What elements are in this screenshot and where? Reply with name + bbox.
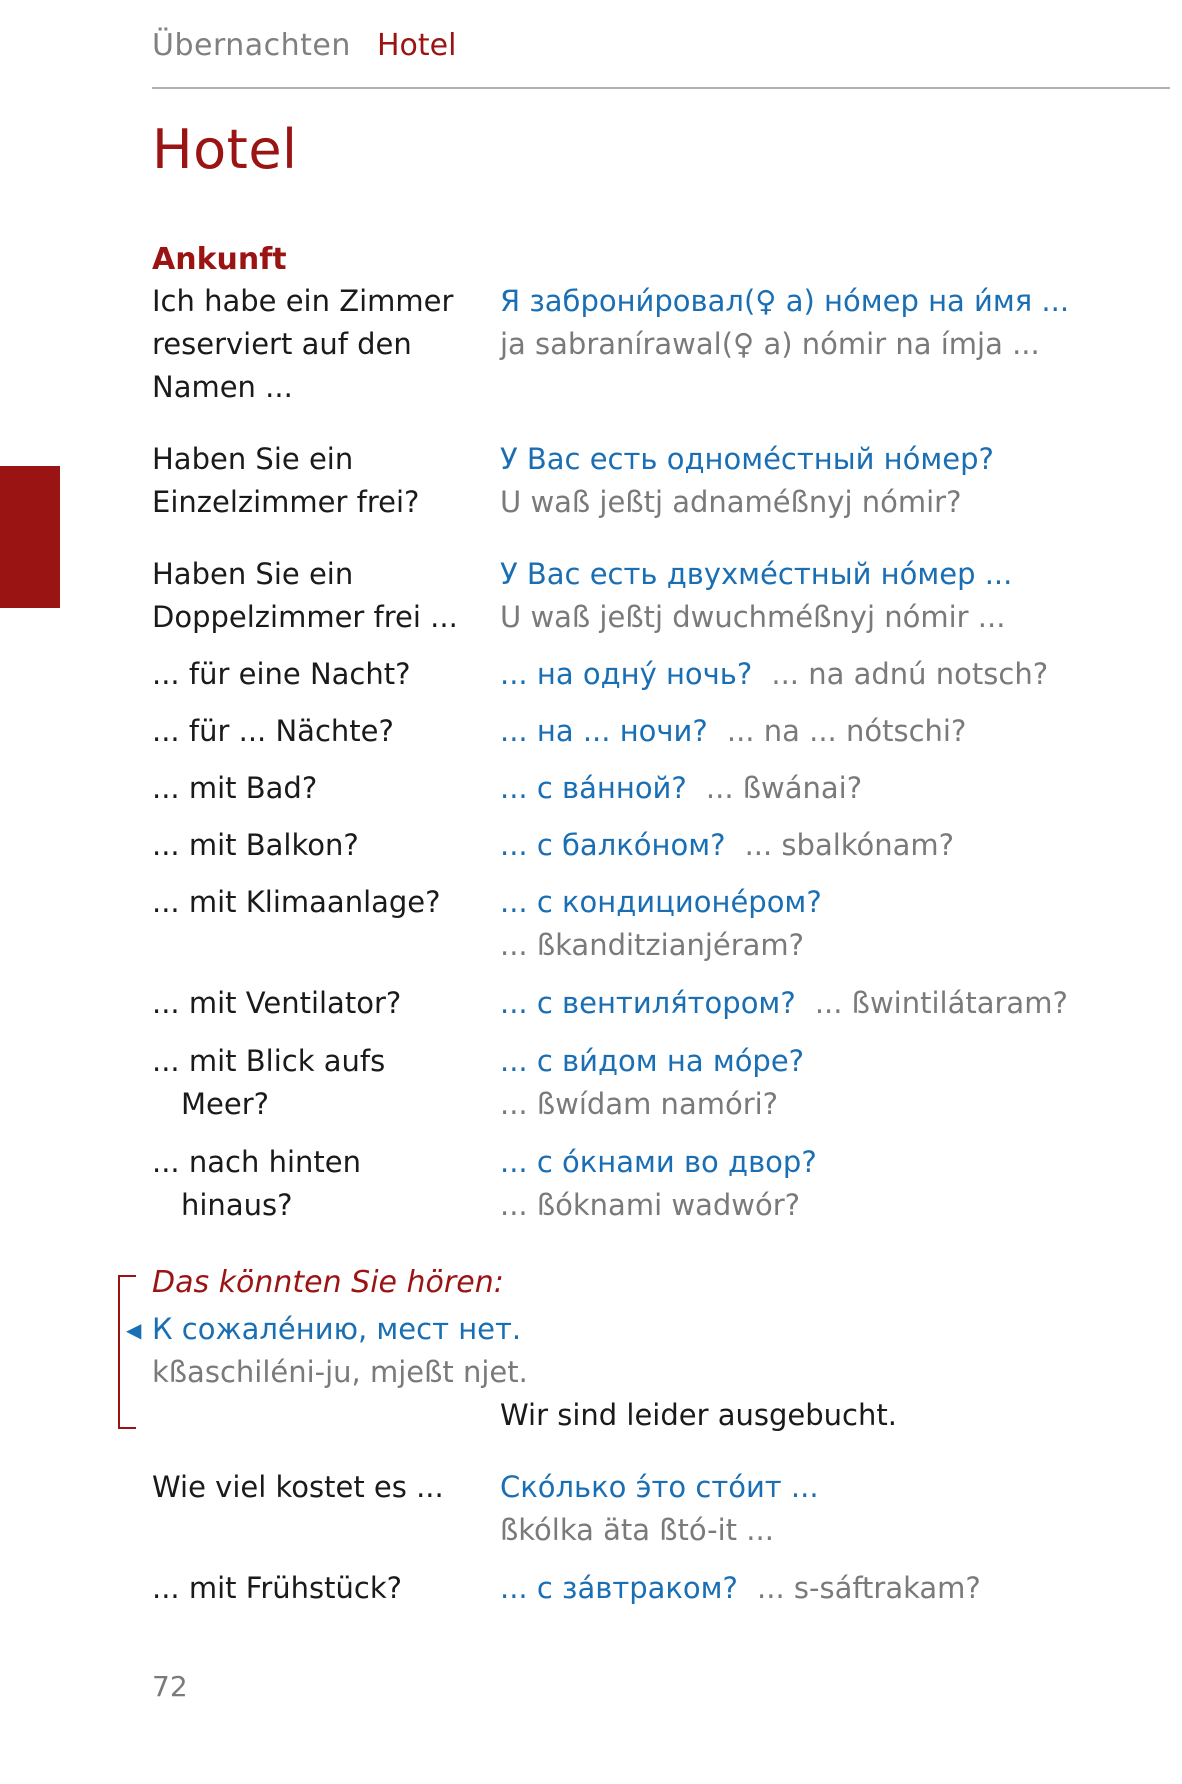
phrase-german-line: Einzelzimmer frei? [152, 485, 420, 519]
phrase-inline-pair [500, 982, 1068, 1025]
phrase-german-line: ... mit Bad? [152, 771, 318, 805]
listen-box-russian: К сожале́нию, мест нет. [152, 1312, 522, 1346]
phrase-transliteration: ßkólka äta ßtó-it ... [500, 1513, 774, 1547]
phrase-russian: ... с кондиционе́ром? [500, 885, 822, 919]
phrase-german-line: ... mit Klimaanlage? [152, 885, 441, 919]
phrase-german-line: ... mit Ventilator? [152, 986, 402, 1020]
listen-box-german: Wir sind leider ausgebucht. [500, 1398, 897, 1432]
phrase-german-line: Wie viel kostet es ... [152, 1470, 444, 1504]
phrase-german-line: ... für ... Nächte? [152, 714, 394, 748]
phrase-russian: ... с ва́нной? [500, 771, 687, 805]
phrase-transliteration: ... ßwintilátaram? [814, 986, 1068, 1020]
running-header-topic: Hotel [377, 28, 457, 63]
listen-box-bracket [118, 1275, 136, 1429]
phrase-transliteration: ... na adnú notsch? [771, 657, 1049, 691]
phrase-russian: ... на ... ночи? [500, 714, 708, 748]
phrase-russian: У Вас есть двухме́стный но́мер ... [500, 557, 1013, 591]
phrase-transliteration: U waß jeßtj adnaméßnyj nómir? [500, 485, 962, 519]
phrase-inline-pair [500, 653, 1048, 696]
phrase-transliteration: U waß jeßtj dwuchméßnyj nómir ... [500, 600, 1006, 634]
listen-box-transliteration: kßaschiléni-ju, mjeßt njet. [152, 1355, 528, 1389]
phrase-german-line: ... für eine Nacht? [152, 657, 411, 691]
phrase-german-line: Haben Sie ein [152, 442, 354, 476]
phrase-german-line: Haben Sie ein [152, 557, 354, 591]
header-divider [152, 87, 1170, 89]
phrase-inline-pair [500, 767, 862, 810]
triangle-left-icon: ◀ [126, 1318, 142, 1342]
phrase-russian: ... на одну́ ночь? [500, 657, 753, 691]
chapter-tab-marker [0, 466, 60, 608]
phrase-german-line: Namen ... [152, 370, 293, 404]
phrase-german-line: ... nach hinten [152, 1145, 361, 1179]
phrase-russian: Я заброни́ровал(♀ а) но́мер на и́мя ... [500, 284, 1070, 318]
section-heading: Ankunft [152, 242, 287, 277]
phrase-russian: Ско́лько э́то сто́ит ... [500, 1470, 819, 1504]
phrase-transliteration: ... na ... nótschi? [726, 714, 967, 748]
phrase-transliteration: ... s-sáftrakam? [757, 1571, 981, 1605]
phrase-transliteration: ... ßwídam namóri? [500, 1087, 779, 1121]
phrase-german-line: Doppelzimmer frei ... [152, 600, 458, 634]
phrase-transliteration: ... ßkanditzianjéram? [500, 928, 805, 962]
phrase-inline-pair [500, 710, 966, 753]
phrase-german-line: Ich habe ein Zimmer [152, 284, 454, 318]
phrase-russian: У Вас есть одноме́стный но́мер? [500, 442, 994, 476]
phrase-russian: ... с за́втраком? [500, 1571, 738, 1605]
phrase-inline-pair [500, 824, 954, 867]
running-header-section: Übernachten [152, 28, 351, 63]
phrase-german-line: ... mit Frühstück? [152, 1571, 403, 1605]
phrase-german-line: Meer? [181, 1087, 270, 1121]
phrase-german-line: reserviert auf den [152, 327, 412, 361]
page-number: 72 [152, 1670, 188, 1703]
phrase-transliteration: ... ßwánai? [705, 771, 863, 805]
phrase-transliteration: ja sabranírawal(♀ a) nómir na ímja ... [500, 327, 1040, 361]
phrase-russian: ... с балко́ном? [500, 828, 726, 862]
phrase-russian: ... с ви́дом на мо́ре? [500, 1044, 805, 1078]
phrase-german-line: ... mit Blick aufs [152, 1044, 386, 1078]
phrase-german-line: hinaus? [181, 1188, 293, 1222]
phrase-transliteration: ... ßóknami wadwór? [500, 1188, 801, 1222]
phrase-russian: ... с вентиля́тором? [500, 986, 796, 1020]
phrase-transliteration: ... sbalkónam? [744, 828, 955, 862]
phrase-german-line: ... mit Balkon? [152, 828, 359, 862]
listen-box-heading: Das könnten Sie hören: [152, 1265, 504, 1300]
phrase-inline-pair [500, 1567, 981, 1610]
page-title: Hotel [152, 118, 298, 181]
phrase-russian: ... с о́кнами во двор? [500, 1145, 817, 1179]
